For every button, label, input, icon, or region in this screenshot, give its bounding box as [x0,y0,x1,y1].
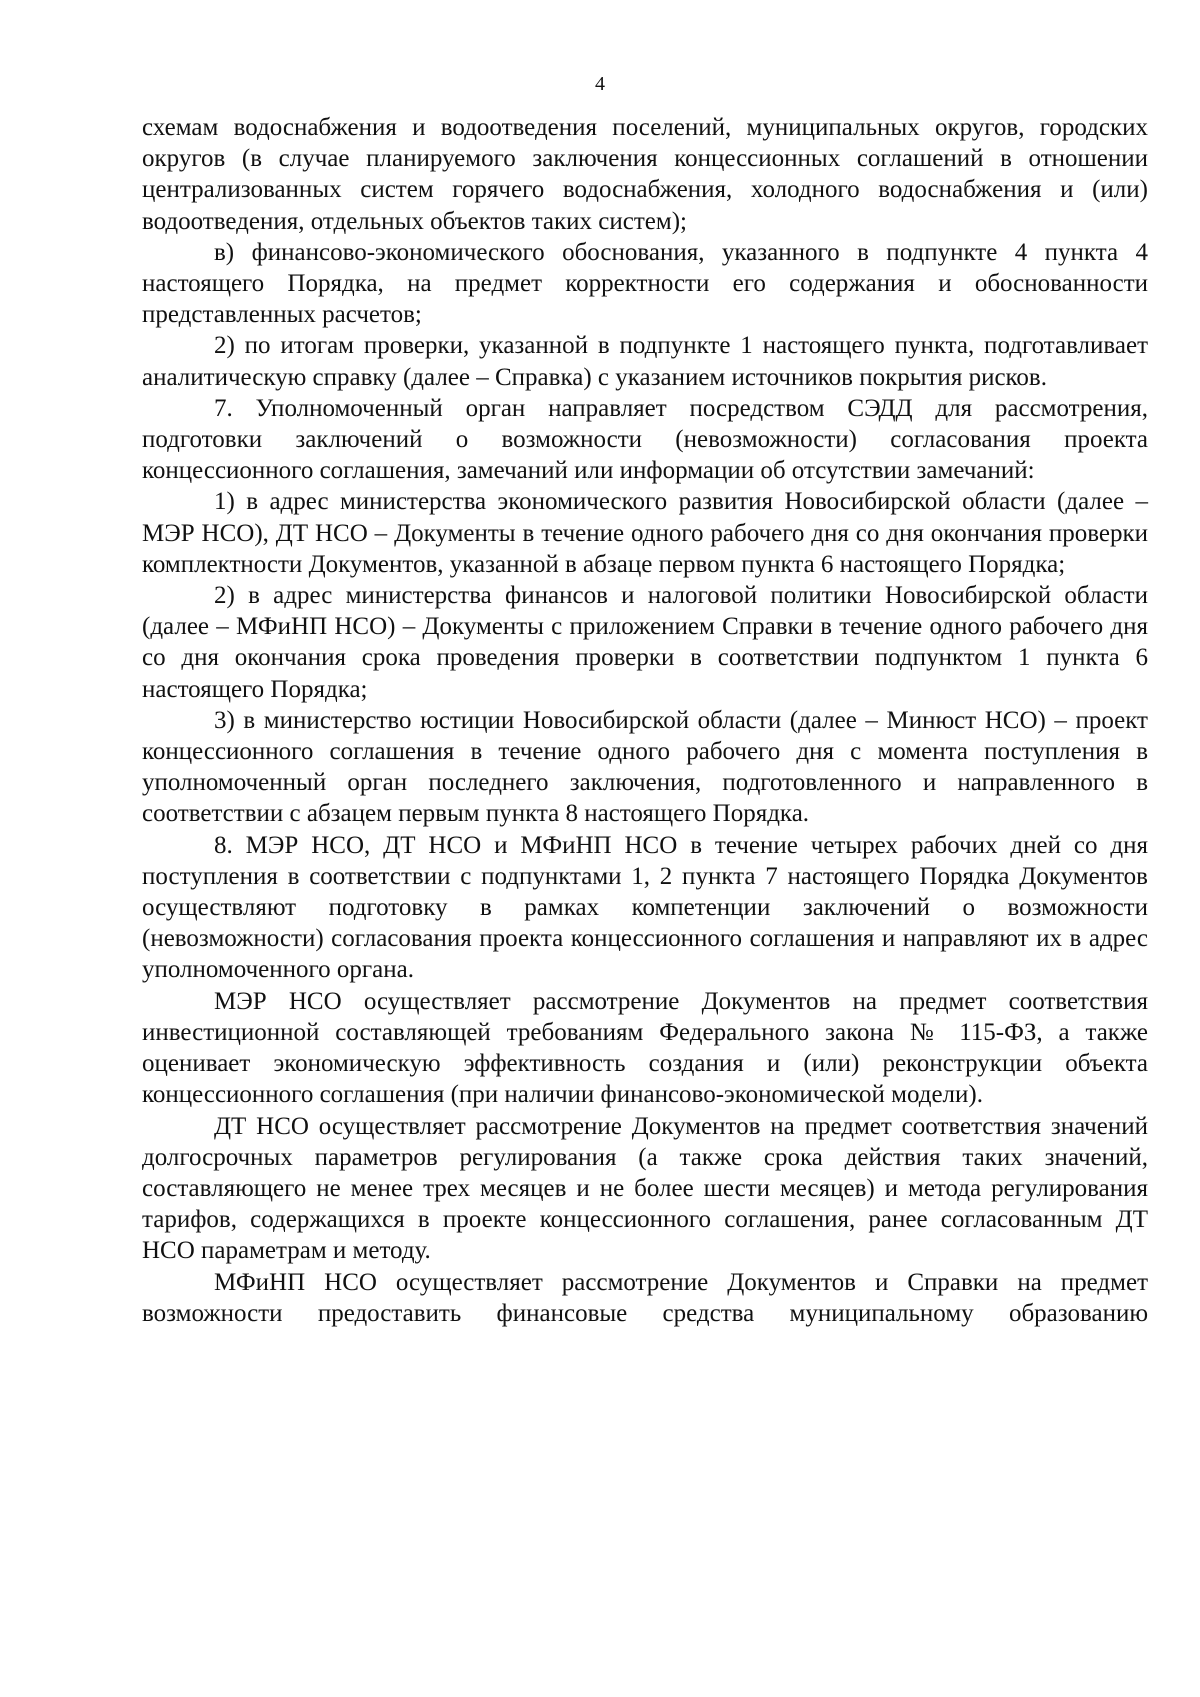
paragraph-dt-nso: ДТ НСО осуществляет рассмотрение Документов на предмет соответствия значений долгосрочных параметров регулирования (а также срока действия таких значений, составляющего не менее трех месяцев и не более шести месяцев) и метода регулирования тарифов, содержащихся в проекте концессионного соглашения, ранее согласованным ДТ НСО параметрам и методу. [142,1112,1148,1265]
paragraph-point-7-item-3: 3) в министерство юстиции Новосибирской области (далее – Минюст НСО) – проект концессионного соглашения в течение одного рабочего дня с момента поступления в уполномоченный орган последнего заключения, подготовленного и направленного в соответствии с абзацем первым пункта 8 настоящего Порядка. [142,706,1148,828]
paragraph-item-v: в) финансово-экономического обоснования, указанного в подпункте 4 пункта 4 настоящего Порядка, на предмет корректности его содержания и обоснованности представленных расчетов; [142,238,1148,329]
paragraph-point-7-item-1: 1) в адрес министерства экономического развития Новосибирской области (далее – МЭР НСО), ДТ НСО – Документы в течение одного рабочего дня со дня окончания проверки комплектности Документов, указанной в абзаце первом пункта 6 настоящего Порядка; [142,488,1148,578]
document-body [142,112,1148,1329]
paragraph-item-2: 2) по итогам проверки, указанной в подпункте 1 настоящего пункта, подготавливает аналитическую справку (далее – Справка) с указанием источников покрытия рисков. [142,332,1148,391]
paragraph-point-7: 7. Уполномоченный орган направляет посредством СЭДД для рассмотрения, подготовки заключений о возможности (невозможности) согласования проекта концессионного соглашения, замечаний или информации об отсутствии замечаний: [142,394,1148,485]
paragraph-point-8: 8. МЭР НСО, ДТ НСО и МФиНП НСО в течение четырех рабочих дней со дня поступления в соответствии с подпунктами 1, 2 пункта 7 настоящего Порядка Документов осуществляют подготовку в рамках компетенции заключений о возможности (невозможности) согласования проекта концессионного соглашения и направляют их в адрес уполномоченного органа. [142,831,1148,984]
paragraph-continuation: схемам водоснабжения и водоотведения поселений, муниципальных округов, городских округов (в случае планируемого заключения концессионных соглашений в отношении централизованных систем горячего водоснабжения, холодного водоснабжения и (или) водоотведения, отдельных объектов таких систем); [142,114,1148,235]
paragraph-mfinp-nso: МФиНП НСО осуществляет рассмотрение Документов и Справки на предмет возможности предоставить финансовые средства муниципальному образованию [142,1268,1148,1327]
paragraph-point-7-item-2: 2) в адрес министерства финансов и налоговой политики Новосибирской области (далее – МФиНП НСО) – Документы с приложением Справки в течение одного рабочего дня со дня окончания срока проведения проверки в соответствии подпунктом 1 пункта 6 настоящего Порядка; [142,582,1148,703]
paragraph-mer-nso: МЭР НСО осуществляет рассмотрение Документов на предмет соответствия инвестиционной составляющей требованиям Федерального закона № 115-ФЗ, а также оценивает экономическую эффективность создания и (или) реконструкции объекта концессионного соглашения (при наличии финансово-экономической модели). [142,987,1148,1109]
page-number: 4 [595,73,605,95]
